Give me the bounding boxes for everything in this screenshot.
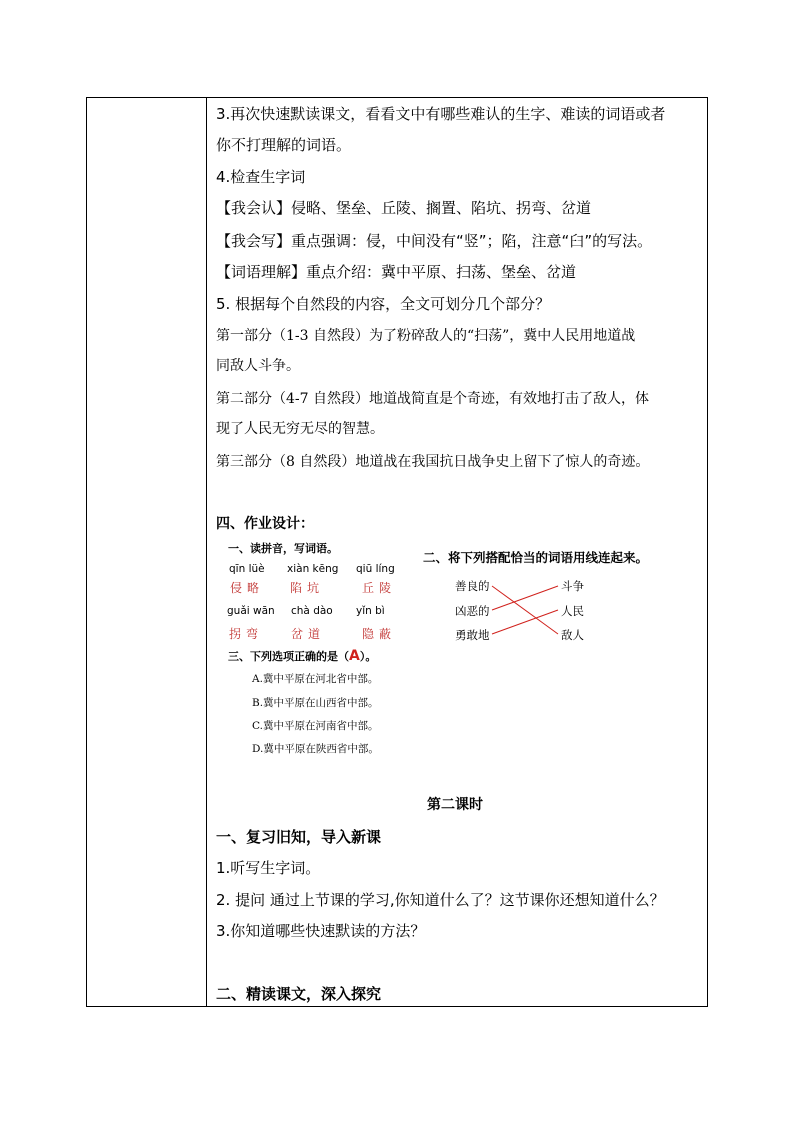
match-line-1 (492, 586, 558, 634)
option-a: A.冀中平原在河北省中部。 (252, 673, 379, 685)
match-left-2: 凶恶的 (455, 604, 490, 618)
part-3: 第三部分（8 自然段）地道战在我国抗日战争史上留下了惊人的奇迹。 (216, 454, 650, 470)
match-right-2: 人民 (561, 604, 584, 618)
match-right-1: 斗争 (561, 579, 584, 593)
option-c: C.冀中平原在河南省中部。 (252, 720, 379, 732)
homework-heading: 四、作业设计： (216, 516, 314, 532)
column-divider (206, 98, 207, 1006)
part-1-line-a: 第一部分（1-3 自然段）为了粉碎敌人的“扫荡”，冀中人民用地道战 (216, 328, 636, 344)
pinyin-4: guǎi wān (227, 605, 275, 617)
section-close-reading: 二、精读课文，深入探究 (216, 985, 382, 1003)
answer-word-5: 岔道 (291, 627, 326, 641)
answer-word-1: 侵略 (230, 581, 265, 595)
q3-title: 三、下列选项正确的是（A）。 (228, 648, 377, 664)
part-1-line-b: 同敌人斗争。 (216, 358, 300, 374)
part-2-line-b: 现了人民无穷无尽的智慧。 (216, 421, 384, 437)
match-line-2 (492, 586, 558, 610)
pinyin-3: qiū líng (356, 563, 395, 575)
part-2-line-a: 第二部分（4-7 自然段）地道战简直是个奇迹，有效地打击了敌人，体 (216, 391, 649, 407)
option-d: D.冀中平原在陕西省中部。 (252, 743, 379, 755)
match-left-3: 勇敢地 (455, 628, 490, 642)
answer-word-2: 陷坑 (290, 581, 325, 595)
step-4: 4.检查生字词 (216, 168, 306, 186)
q3-answer: A (349, 648, 360, 664)
q1-title: 一、读拼音，写词语。 (228, 542, 338, 555)
pinyin-2: xiàn kēng (287, 563, 339, 575)
answer-word-3: 丘陵 (362, 581, 397, 595)
section-review: 一、复习旧知，导入新课 (216, 828, 382, 846)
review-item-1: 1.听写生字词。 (216, 859, 321, 877)
review-item-2: 2. 提问 通过上节课的学习,你知道什么了？这节课你还想知道什么？ (216, 891, 665, 909)
step-5: 5. 根据每个自然段的内容，全文可划分几个部分？ (216, 295, 551, 313)
match-right-3: 敌人 (561, 628, 584, 642)
answer-word-4: 拐弯 (229, 627, 264, 641)
pinyin-6: yǐn bì (356, 605, 385, 617)
review-item-3: 3.你知道哪些快速默读的方法？ (216, 922, 426, 940)
q2-title: 二、将下列搭配恰当的词语用线连起来。 (423, 550, 649, 565)
step-3-line-b: 你不打理解的词语。 (216, 136, 352, 154)
lesson-2-title: 第二课时 (427, 797, 483, 813)
write-words: 【我会写】重点强调：侵，中间没有“竖”；陷，注意“臼”的写法。 (216, 232, 653, 250)
match-line-3 (492, 610, 558, 634)
pinyin-1: qīn lüè (229, 563, 265, 575)
answer-word-6: 隐蔽 (362, 627, 397, 641)
match-left-1: 善良的 (455, 579, 490, 593)
vocab-explain: 【词语理解】重点介绍：冀中平原、扫荡、堡垒、岔道 (216, 263, 577, 281)
step-3-line-a: 3.再次快速默读课文，看看文中有哪些难认的生字、难读的词语或者 (216, 105, 666, 123)
pinyin-5: chà dào (291, 605, 333, 617)
recognize-words: 【我会认】侵略、堡垒、丘陵、搁置、陷坑、拐弯、岔道 (216, 199, 592, 217)
option-b: B.冀中平原在山西省中部。 (252, 697, 379, 709)
match-lines (490, 578, 562, 638)
